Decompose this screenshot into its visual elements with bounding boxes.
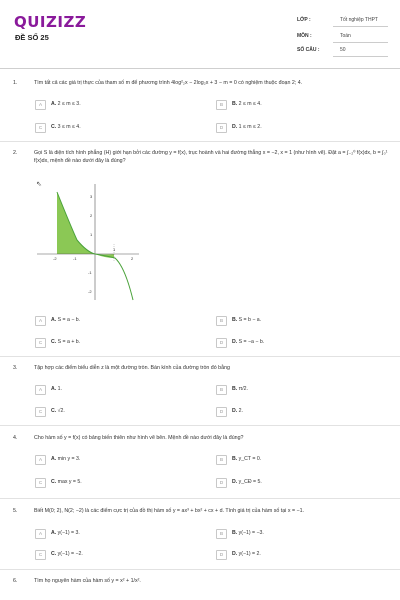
option-letter-a: A (35, 529, 46, 539)
question-count-label: SỐ CÂU : (297, 47, 320, 53)
option-letter-c: C (35, 123, 46, 133)
option-label: D. (232, 479, 238, 485)
option-a[interactable] (35, 455, 205, 465)
question-separator (0, 498, 400, 499)
option-label: B. (232, 530, 238, 536)
y-tick-label: -2 (88, 289, 92, 294)
y-tick-label: -1 (88, 270, 92, 275)
question-number: 1. (13, 80, 18, 86)
option-letter-a: A (35, 316, 46, 326)
option-label: D. (232, 124, 238, 130)
option-c[interactable] (35, 338, 205, 348)
option-label: D. (232, 408, 238, 414)
option-label: C. (51, 408, 57, 414)
class-value: Tốt nghiệp THPT (340, 17, 378, 23)
option-letter-b: B (216, 529, 227, 539)
option-text: 2. (238, 408, 243, 414)
option-text: y_CĐ = 5. (238, 479, 262, 485)
question-text: Biết M(0; 2), N(2; −2) là các điểm cực trị của đồ thị hàm số y = ax³ + bx² + cx + d. Tính giá trị của hàm số tại x = −1. (34, 508, 305, 514)
mouse-cursor-icon: ⇖ (36, 181, 42, 188)
option-label: A. (51, 386, 57, 392)
option-text: y(−1) = 2. (238, 551, 261, 557)
option-label: C. (51, 551, 57, 557)
option-text: y(−1) = −3. (238, 530, 264, 536)
option-text: S = a + b. (57, 339, 81, 345)
x-tick-label: -1 (73, 256, 77, 261)
option-text: S = a − b. (57, 317, 81, 323)
option-text: y(−1) = 3. (57, 530, 80, 536)
option-letter-b: B (216, 455, 227, 465)
subject-label: MÔN : (297, 33, 312, 39)
option-d[interactable] (216, 407, 386, 417)
option-letter-b: B (216, 385, 227, 395)
option-letter-d: D (216, 338, 227, 348)
option-d[interactable] (216, 338, 386, 348)
option-a[interactable] (35, 385, 205, 395)
question-separator (0, 141, 400, 142)
option-letter-d: D (216, 478, 227, 488)
option-letter-a: A (35, 100, 46, 110)
option-text: 2 ≤ m ≤ 3. (57, 101, 81, 107)
divider (333, 42, 388, 43)
option-text: 1. (57, 386, 62, 392)
option-label: A. (51, 456, 57, 462)
option-a[interactable] (35, 100, 205, 110)
option-letter-a: A (35, 385, 46, 395)
option-b[interactable] (216, 100, 386, 110)
quizizz-logo: QUIZIZZ (14, 13, 87, 31)
option-letter-d: D (216, 407, 227, 417)
option-text: √2. (57, 408, 65, 414)
question-text: Gọi S là diện tích hình phẳng (H) giới hạn bởi các đường y = f(x), trục hoành và hai đường thẳng x = −2, x = 1 (như hình vẽ). Đặt a = ∫₋₂⁰ f(x)dx, b = ∫₀¹ f(x)dx, mệnh đề nào dưới đây là đúng? (34, 150, 388, 164)
divider (333, 56, 388, 57)
option-letter-b: B (216, 316, 227, 326)
option-text: y(−1) = −2. (57, 551, 83, 557)
option-letter-a: A (35, 455, 46, 465)
class-label: LỚP : (297, 17, 311, 23)
question-separator (0, 425, 400, 426)
option-label: D. (232, 339, 238, 345)
option-label: D. (232, 551, 238, 557)
option-text: S = b − a. (238, 317, 262, 323)
option-label: B. (232, 386, 238, 392)
question-text: Tập hợp các điểm biểu diễn z là một đường tròn. Bán kính của đường tròn đó bằng (34, 365, 230, 371)
y-tick-label: 3 (90, 194, 93, 199)
question-number: 4. (13, 435, 18, 441)
subject-value: Toán (340, 33, 351, 39)
option-text: S = −a − b. (238, 339, 265, 345)
option-letter-c: C (35, 478, 46, 488)
question-number: 2. (13, 150, 18, 156)
option-c[interactable] (35, 550, 205, 560)
option-b[interactable] (216, 455, 386, 465)
option-label: C. (51, 124, 57, 130)
option-text: 1 ≤ m ≤ 2. (238, 124, 262, 130)
option-a[interactable] (35, 529, 205, 539)
header-divider (0, 68, 400, 69)
question-text: Tìm họ nguyên hàm của hàm số y = x² + 1/x². (34, 578, 141, 584)
question-separator (0, 569, 400, 570)
option-label: A. (51, 530, 57, 536)
option-letter-c: C (35, 407, 46, 417)
y-tick-label: 2 (90, 213, 93, 218)
option-b[interactable] (216, 316, 386, 326)
option-label: C. (51, 339, 57, 345)
question-number: 5. (13, 508, 18, 514)
option-a[interactable] (35, 316, 205, 326)
option-text: π/2. (238, 386, 248, 392)
option-text: 3 ≤ m ≤ 4. (57, 124, 81, 130)
option-c[interactable] (35, 478, 205, 488)
area-graph (35, 182, 141, 302)
x-tick-label: 1 (113, 247, 116, 252)
option-d[interactable] (216, 478, 386, 488)
option-d[interactable] (216, 550, 386, 560)
option-label: A. (51, 101, 57, 107)
exam-header (0, 0, 400, 66)
x-tick-label: -2 (53, 256, 57, 261)
question-count-value: 50 (340, 47, 346, 53)
option-d[interactable] (216, 123, 386, 133)
option-letter-d: D (216, 123, 227, 133)
question-text: Cho hàm số y = f(x) có bảng biến thiên như hình vẽ bên. Mệnh đề nào dưới đây là đúng? (34, 435, 244, 441)
option-label: B. (232, 101, 238, 107)
option-letter-c: C (35, 550, 46, 560)
option-label: B. (232, 317, 238, 323)
option-text: 2 ≤ m ≤ 4. (238, 101, 262, 107)
shaded-region-left (57, 192, 95, 254)
option-label: A. (51, 317, 57, 323)
option-text: max y = 5. (57, 479, 82, 485)
option-c[interactable] (35, 407, 205, 417)
exam-title: ĐỀ SỐ 25 (15, 33, 49, 42)
option-letter-c: C (35, 338, 46, 348)
option-letter-b: B (216, 100, 227, 110)
question-separator (0, 356, 400, 357)
option-b[interactable] (216, 529, 386, 539)
divider (333, 26, 388, 27)
option-b[interactable] (216, 385, 386, 395)
question-number: 6. (13, 578, 18, 584)
question-text: Tìm tất cả các giá trị thực của tham số m để phương trình 4log²₂x − 2log₂x + 3 − m = 0 có nghiệm thuộc đoạn 2; 4. (34, 80, 303, 86)
option-label: C. (51, 479, 57, 485)
option-text: y_CT = 0. (238, 456, 262, 462)
x-tick-label: 2 (131, 256, 134, 261)
option-c[interactable] (35, 123, 205, 133)
y-tick-label: 1 (90, 232, 93, 237)
option-text: min y = 3. (57, 456, 81, 462)
question-number: 3. (13, 365, 18, 371)
option-label: B. (232, 456, 238, 462)
option-letter-d: D (216, 550, 227, 560)
